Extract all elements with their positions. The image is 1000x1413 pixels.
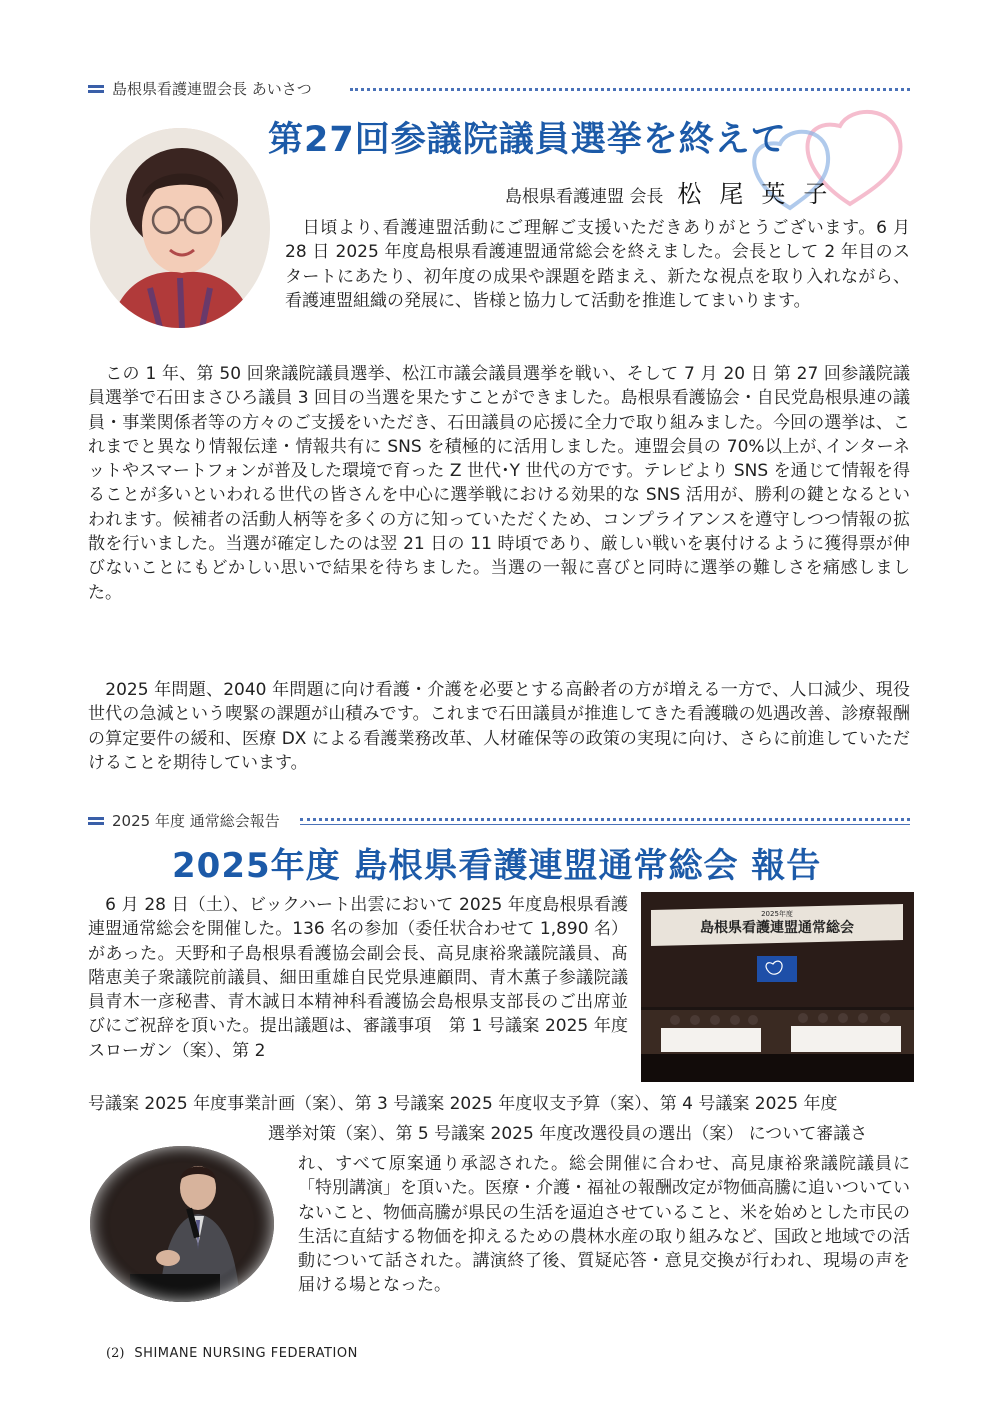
page-footer: [106, 1346, 358, 1361]
section-header-label: 2025 年度 通常総会報告: [112, 812, 280, 830]
meeting-report-text-4: れ、すべて原案通り承認された。総会開催に合わせ、高見康裕衆議院議員に「特別講演」を頂いた。医療・介護・福祉の報酬改定が物価高騰に追いついていないこと、物価高騰が県民の生活を逼迫させていること、米を始めとした市民の生活に直結する物価を抑えるための農林水産の取り組みなど、国政と地域での活動について話された。講演終了後、質疑応答・意見交換が行われ、現場の声を届ける場となった。: [298, 1154, 910, 1296]
footer-org-name: SHIMANE NURSING FEDERATION: [134, 1346, 358, 1361]
greeting-paragraph-1: 日頃より､看護連盟活動にご理解ご支援いただきありがとうございます。6 月 28 日 2025 年度島根県看護連盟通常総会を終えました。会長として 2 年目のスタートにあたり、初年度の成果や課題を踏まえ、新たな視点を取り入れながら、看護連盟組織の発展に、皆様と協力して活動を推進してまいります。: [285, 218, 910, 311]
section-divider: [350, 88, 910, 91]
banner-year-text: 2025年度: [761, 910, 793, 918]
meeting-report-text-2: 号議案 2025 年度事業計画（案）、第 3 号議案 2025 年度収支予算（案）、第 4 号議案 2025 年度: [88, 1094, 838, 1114]
article-title-general-meeting: 2025年度 島根県看護連盟通常総会 報告: [172, 846, 822, 886]
lecture-speaker-photo: [90, 1146, 274, 1302]
banner-title-text: 島根県看護連盟通常総会: [700, 920, 854, 936]
meeting-report-text-3: 選挙対策（案）、第 5 号議案 2025 年度改選役員の選出（案） について審議さ: [268, 1124, 868, 1144]
header-bars-icon: [88, 817, 104, 825]
meeting-report-text-1: 6 月 28 日（土）、ビックハート出雲において 2025 年度島根県看護連盟通常総会を開催した。136 名の参加（委任状合わせて 1,890 名）があった。天野和子島根県看護協会副会長、高見康裕衆議院議員、髙階恵美子衆議院前議員、細田重雄自民党県連顧問、青木薫子参議院議員青木一彦秘書、青木誠日本精神科看護協会島根県支部長のご出席並びにご祝辞を頂いた。提出議題は、審議事項 第 1 号議案 2025 年度スローガン（案）、第 2: [88, 895, 628, 1061]
president-portrait: [90, 128, 270, 328]
section-header-label: 島根県看護連盟会長 あいさつ: [112, 80, 312, 98]
author-affiliation: 島根県看護連盟 会長: [505, 187, 664, 207]
author-line: [505, 174, 845, 209]
section-divider: [300, 818, 910, 821]
section-header-greeting: [88, 78, 312, 99]
header-bars-icon: [88, 85, 104, 93]
section-header-general-meeting: [88, 810, 280, 831]
greeting-paragraph-2: この 1 年、第 50 回衆議院議員選挙、松江市議会議員選挙を戦い、そして 7 月 20 日 第 27 回参議院議員選挙で石田まさひろ議員 3 回目の当選を果たすことができました。島根県看護協会・自民党島根県連の議員・事業関係者等の方々のご支援をいただき、石田議員の応援に全力で取り組みました。今回の選挙は、これまでと異なり情報伝達・情報共有に SNS を積極的に活用しました。連盟会員の 70%以上が､インターネットやスマートフォンが普及した環境で育った Z 世代･Y 世代の方です。テレビより SNS を通じて情報を得ることが多いといわれる世代の皆さんを中心に選挙戦における効果的な SNS 活用が、勝利の鍵となるといわれます。候補者の活動人柄等を多くの方に知っていただくため、コンプライアンスを遵守しつつ情報の拡散を行いました。当選が確定したのは翌 21 日の 11 時頃であり、厳しい戦いを裏付けるように獲得票が伸びないことにもどかしい思いで結果を待ちました。当選の一報に喜びと同時に選挙の難しさを痛感しました。: [88, 364, 910, 603]
section-divider-thin: [300, 824, 910, 825]
page-number: (2): [106, 1346, 125, 1361]
author-name: 松尾英子: [677, 180, 846, 208]
article-title-election: 第27回参議院議員選挙を終えて: [268, 120, 787, 160]
greeting-paragraph-3: 2025 年問題、2040 年問題に向け看護・介護を必要とする高齢者の方が増える一方で、人口減少、現役世代の急減という喫緊の課題が山積みです。これまで石田議員が推進してきた看護職の処遇改善、診療報酬の算定要件の緩和、医療 DX による看護業務改革、人材確保等の政策の実現に向け、さらに前進していただけることを期待しています。: [88, 680, 910, 773]
general-meeting-photo: [641, 892, 914, 1082]
